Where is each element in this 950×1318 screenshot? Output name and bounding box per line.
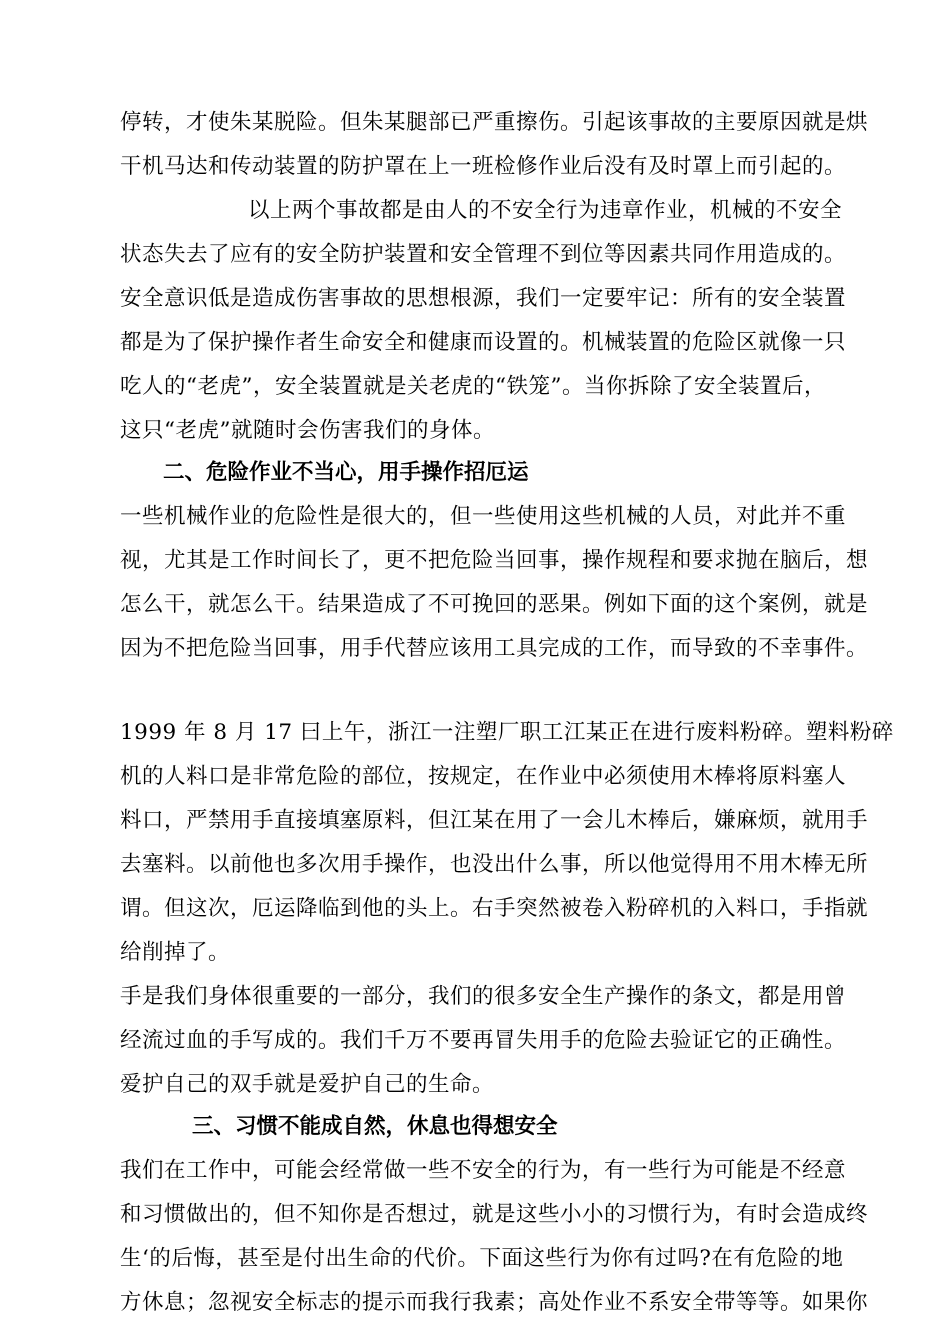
text-line: 状态失去了应有的安全防护装置和安全管理不到位等因素共同作用造成的。 bbox=[120, 242, 847, 267]
text-line: 干机马达和传动装置的防护罩在上一班检修作业后没有及时罩上而引起的。 bbox=[120, 154, 847, 179]
text-line: 生‘的后悔，甚至是付出生命的代价。下面这些行为你有过吗?在有危险的地 bbox=[120, 1246, 844, 1271]
text-line: 都是为了保护操作者生命安全和健康而设置的。机械装置的危险区就像一只 bbox=[120, 330, 847, 355]
text-line: 以上两个事故都是由人的不安全行为违章作业，机械的不安全 bbox=[248, 198, 843, 223]
text-line: 手是我们身体很重要的一部分，我们的很多安全生产操作的条文，都是用曾 bbox=[120, 984, 847, 1009]
section-heading: 二、危险作业不当心，用手操作招厄运 bbox=[163, 460, 529, 485]
text-line: 和习惯做出的，但不知你是否想过，就是这些小小的习惯行为，有时会造成终 bbox=[120, 1202, 869, 1227]
text-line: 停转，才使朱某脱险。但朱某腿部已严重擦伤。引起该事故的主要原因就是烘 bbox=[120, 110, 869, 135]
text-line: 爱护自己的双手就是爱护自己的生命。 bbox=[120, 1072, 495, 1097]
text-line: 给削掉了。 bbox=[120, 940, 231, 965]
text-line: 机的人料口是非常危险的部位，按规定，在作业中必须使用木棒将原料塞人 bbox=[120, 764, 847, 789]
text-line: 安全意识低是造成伤害事故的思想根源，我们一定要牢记：所有的安全装置 bbox=[120, 286, 847, 311]
text-line: 怎么干，就怎么干。结果造成了不可挽回的恶果。例如下面的这个案例，就是 bbox=[120, 592, 869, 617]
text-line: 我们在工作中，可能会经常做一些不安全的行为，有一些行为可能是不经意 bbox=[120, 1158, 847, 1183]
text-line: 经流过血的手写成的。我们千万不要再冒失用手的危险去验证它的正确性。 bbox=[120, 1028, 847, 1053]
text-line: 方休息；忽视安全标志的提示而我行我素；高处作业不系安全带等等。如果你 bbox=[120, 1290, 869, 1315]
text-line: 谓。但这次，厄运降临到他的头上。右手突然被卷入粉碎机的入料口，手指就 bbox=[120, 896, 869, 921]
text-line: 料口，严禁用手直接填塞原料，但江某在用了一会儿木棒后，嫌麻烦，就用手 bbox=[120, 808, 869, 833]
text-line: 1999 年 8 月 17 曰上午，浙江一注塑厂职工江某正在进行废料粉碎。塑料粉碎 bbox=[120, 720, 894, 745]
text-line: 一些机械作业的危险性是很大的，但一些使用这些机械的人员，对此并不重 bbox=[120, 504, 847, 529]
text-line: 因为不把危险当回事，用手代替应该用工具完成的工作，而导致的不幸事件。 bbox=[120, 636, 869, 661]
text-line: 去塞料。以前他也多次用手操作，也没出什么事，所以他觉得用不用木棒无所 bbox=[120, 852, 869, 877]
section-heading: 三、习惯不能成自然，休息也得想安全 bbox=[192, 1114, 558, 1139]
text-line: 吃人的“老虎”，安全装置就是关老虎的“铁笼”。当你拆除了安全装置后， bbox=[120, 374, 826, 399]
text-line: 视，尤其是工作时间长了，更不把危险当回事，操作规程和要求抛在脑后，想 bbox=[120, 548, 869, 573]
text-line: 这只“老虎”就随时会伤害我们的身体。 bbox=[120, 418, 495, 443]
